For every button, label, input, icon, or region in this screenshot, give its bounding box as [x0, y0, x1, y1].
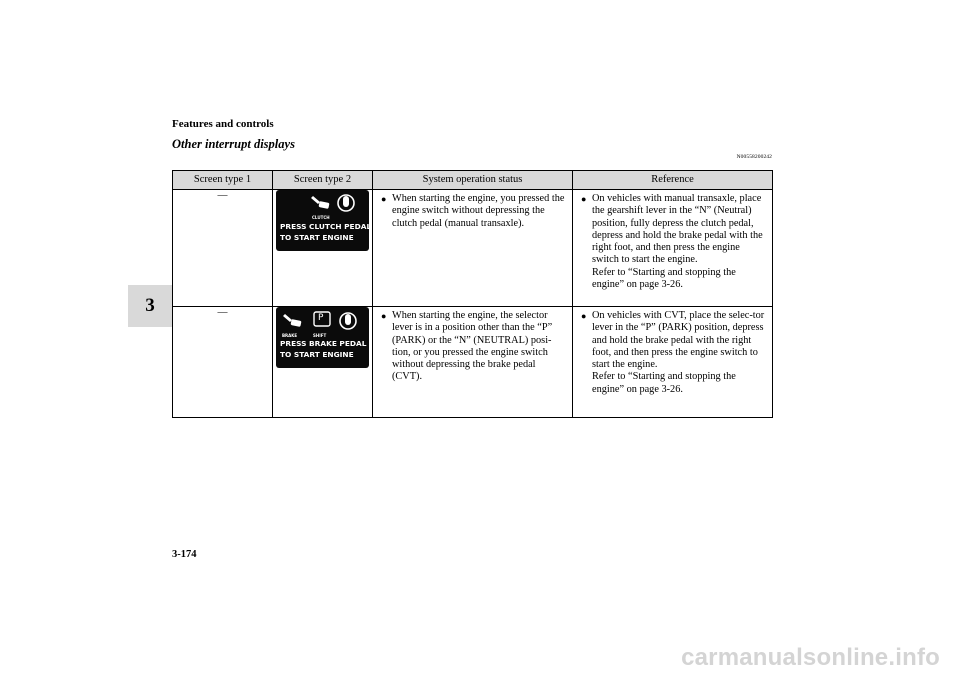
table-header-row	[173, 171, 773, 190]
table-row	[173, 307, 773, 418]
document-code: N00558200242	[736, 154, 772, 160]
header-screen-type-2: Screen type 2	[273, 171, 373, 190]
display-message-line-1: PRESS CLUTCH PEDAL	[280, 222, 372, 231]
display-message-line-2: TO START ENGINE	[280, 233, 354, 242]
display-image-brake	[276, 307, 369, 368]
foot-pedal-icon	[282, 311, 304, 329]
page-number: 3-174	[172, 549, 197, 560]
status-text: When starting the engine, the selector lever is in a position other than the “P” (PARK) or the “N” (NEUTRAL) posi-tion, or you pressed the engine switch without depressing the brake pedal (CVT).	[392, 310, 553, 383]
engine-switch-icon	[338, 310, 358, 332]
shift-icon-label: SHIFT	[313, 333, 327, 338]
status-cell	[373, 307, 573, 418]
reference-text: On vehicles with CVT, place the selec-tor lever in the “P” (PARK) position, depress and hold the brake pedal with the right foot, and then press the engine switch to start the engine. Refer to “Starting and stopping the engine” on page 3-26.	[592, 310, 765, 395]
screen-type-1-cell: —	[173, 307, 273, 418]
header-screen-type-1: Screen type 1	[173, 171, 273, 190]
interrupt-displays-table	[172, 170, 773, 418]
bullet-icon: ●	[381, 311, 387, 321]
bullet-icon: ●	[581, 194, 587, 204]
display-message-line-1: PRESS BRAKE PEDAL	[280, 339, 367, 348]
chapter-tab: 3	[128, 285, 172, 327]
status-cell	[373, 190, 573, 307]
bullet-icon: ●	[581, 311, 587, 321]
section-title: Other interrupt displays	[172, 137, 295, 151]
header-system-operation-status: System operation status	[373, 171, 573, 190]
header-section-title: Features and controls	[172, 118, 274, 130]
reference-text: On vehicles with manual transaxle, place the gearshift lever in the “N” (Neutral) position, fully depress the clutch pedal, depress and hold the brake pedal with the right foot, and then press the engine switch to start the engine. Refer to “Starting and stopping the engine” on page 3-26.	[592, 193, 763, 291]
table-row	[173, 190, 773, 307]
screen-type-1-cell: —	[173, 190, 273, 307]
watermark[interactable]: carmanualsonline.info	[681, 644, 940, 671]
brake-icon-label: BRAKE	[282, 333, 298, 338]
reference-cell	[573, 307, 773, 418]
reference-cell	[573, 190, 773, 307]
screen-type-2-cell	[273, 190, 373, 307]
display-image-clutch	[276, 190, 372, 251]
gear-letter: P	[318, 313, 324, 323]
engine-switch-icon	[336, 192, 356, 214]
status-text: When starting the engine, you pressed the engine switch without depressing the clutch pedal (manual transaxle).	[392, 193, 565, 229]
display-message-line-2: TO START ENGINE	[280, 350, 354, 359]
header-reference: Reference	[573, 171, 773, 190]
screen-type-2-cell	[273, 307, 373, 418]
clutch-icon-label: CLUTCH	[312, 215, 330, 220]
bullet-icon: ●	[381, 194, 387, 204]
foot-pedal-icon	[310, 193, 332, 211]
